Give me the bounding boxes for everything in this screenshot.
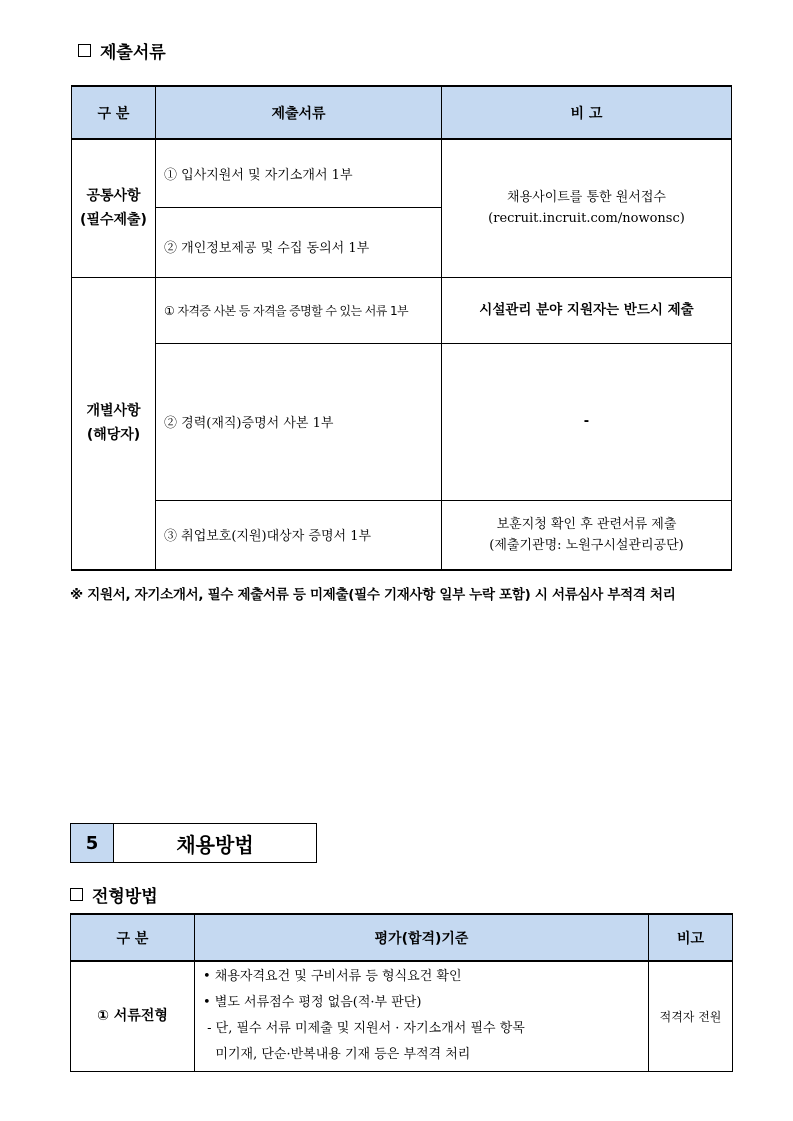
criteria-item: • 별도 서류점수 평정 없음(적·부 판단) [203, 995, 422, 1011]
section-heading: 채용방법 [176, 832, 254, 857]
checkbox-icon [78, 44, 91, 57]
section-title-text: 전형방법 [92, 887, 158, 907]
section-heading-box [70, 823, 317, 863]
header-documents: 제출서류 [156, 86, 442, 139]
table-header-row [72, 86, 732, 139]
footnote: ※ 지원서, 자기소개서, 필수 제출서류 등 미제출(필수 기재사항 일부 누락 포함) 시 서류심사 부적격 처리 [70, 587, 676, 603]
stage-label: ① 서류전형 [71, 961, 195, 1071]
category-sublabel: (필수제출) [80, 212, 147, 229]
section-number: 5 [71, 824, 114, 862]
criteria-cell [195, 961, 649, 1071]
document-item: ① 자격증 사본 등 자격을 증명할 수 있는 서류 1부 [156, 277, 442, 343]
remark-cell: - [442, 343, 732, 500]
document-item: ③ 취업보호(지원)대상자 증명서 1부 [156, 500, 442, 570]
header-category: 구 분 [71, 914, 195, 961]
remark-cell: 시설관리 분야 지원자는 반드시 제출 [442, 277, 732, 343]
section-title-documents [78, 38, 166, 63]
header-remarks: 비고 [649, 914, 733, 961]
header-category: 구 분 [72, 86, 156, 139]
documents-table [71, 85, 732, 571]
table-row [72, 343, 732, 500]
remark-subtext: (제출기관명: 노원구시설관리공단) [489, 537, 684, 553]
category-label: 공통사항 [86, 188, 141, 205]
remark-cell [442, 139, 732, 277]
criteria-subitem: 미기재, 단순·반복내용 기재 등은 부적격 처리 [203, 1047, 471, 1063]
remark-text: 보훈지청 확인 후 관련서류 제출 [496, 516, 677, 532]
table-header-row [71, 914, 733, 961]
category-label: 개별사항 [86, 403, 141, 420]
table-row [72, 139, 732, 207]
category-common [72, 139, 156, 277]
table-row [72, 500, 732, 570]
header-remarks: 비 고 [442, 86, 732, 139]
section-title-method [70, 882, 158, 907]
criteria-subitem: - 단, 필수 서류 미제출 및 지원서 · 자기소개서 필수 항목 [203, 1021, 525, 1037]
document-item: ① 입사지원서 및 자기소개서 1부 [156, 139, 442, 207]
remark-text: 채용사이트를 통한 원서접수 [507, 190, 666, 206]
remark-cell: 적격자 전원 [649, 961, 733, 1071]
document-item: ② 경력(재직)증명서 사본 1부 [156, 343, 442, 500]
criteria-item: • 채용자격요건 및 구비서류 등 형식요건 확인 [203, 969, 462, 985]
category-sublabel: (해당자) [86, 427, 141, 444]
header-criteria: 평가(합격)기준 [195, 914, 649, 961]
remark-url: (recruit.incruit.com/nowonsc) [488, 211, 685, 227]
checkbox-icon [70, 888, 83, 901]
selection-method-table [70, 913, 733, 1072]
section-title-text: 제출서류 [100, 43, 166, 63]
table-row [71, 961, 733, 1071]
category-individual [72, 277, 156, 570]
document-item: ② 개인정보제공 및 수집 동의서 1부 [156, 207, 442, 277]
remark-cell [442, 500, 732, 570]
table-row [72, 277, 732, 343]
